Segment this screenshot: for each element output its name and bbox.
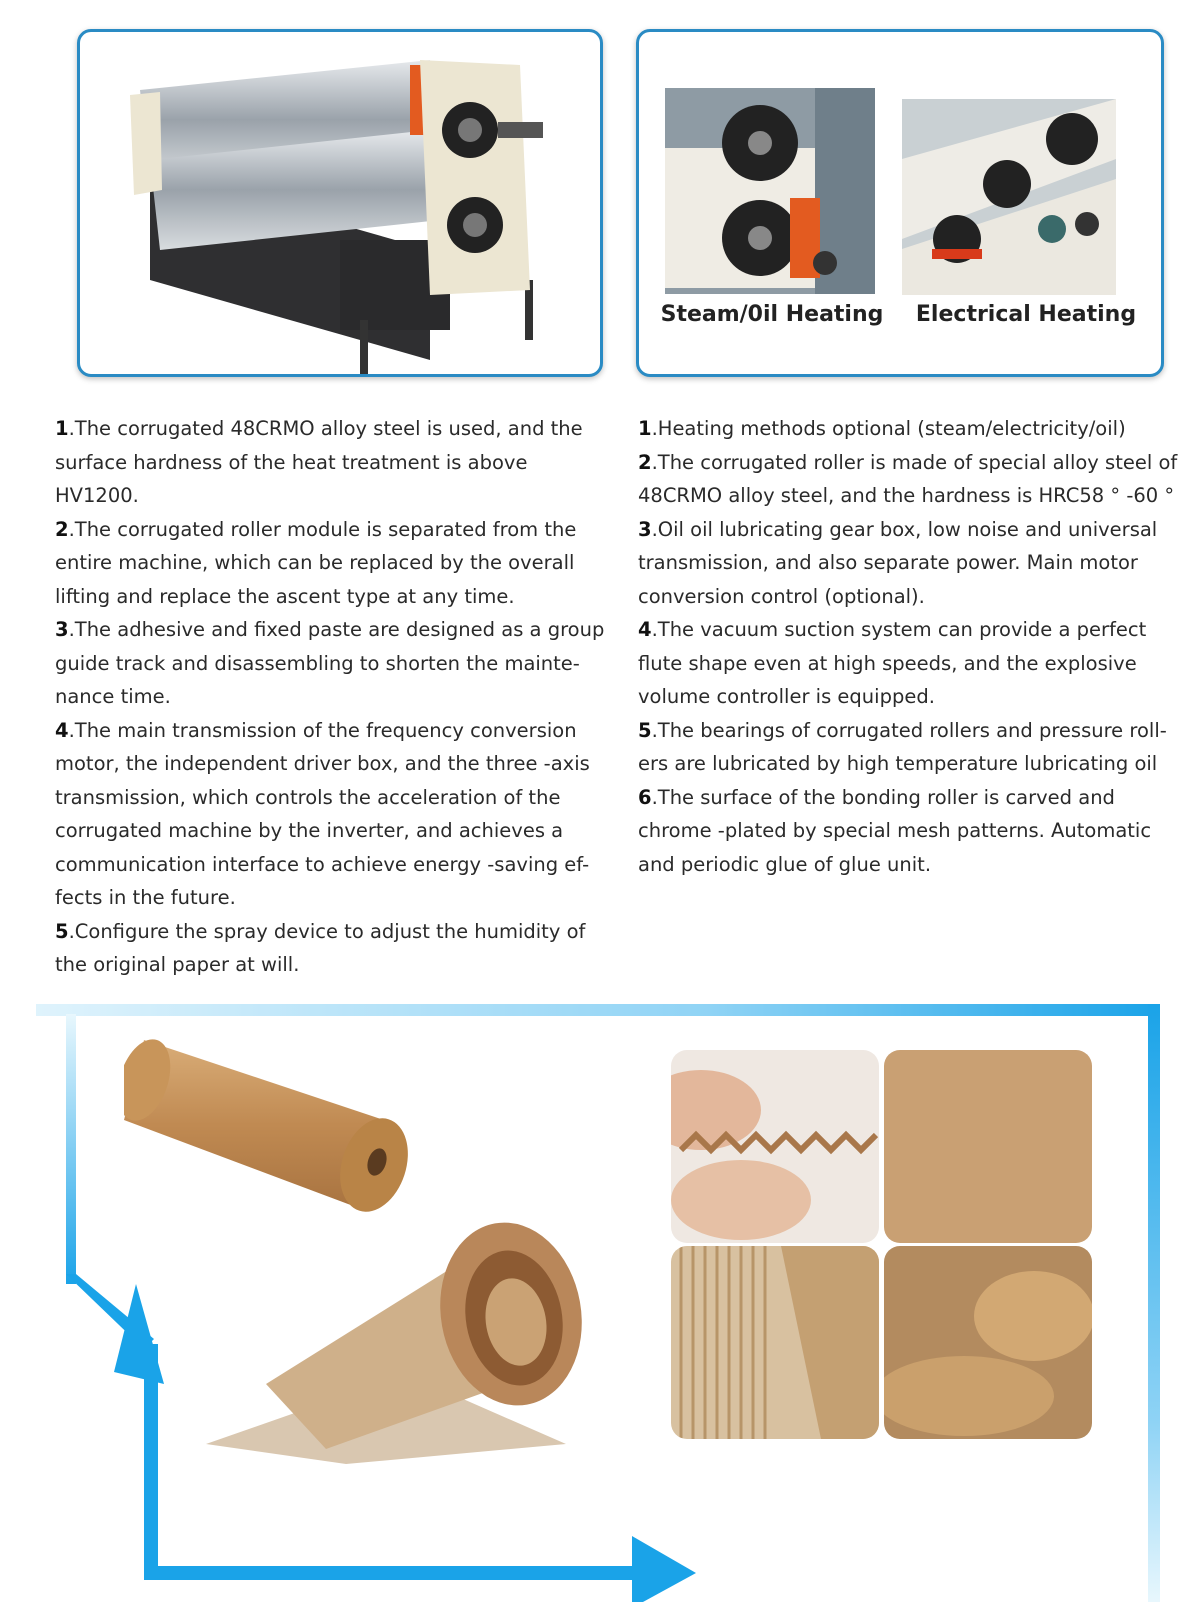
right-feature-item: 4.The vacuum suction system can provide a perfect flute shape even at high speeds, and the explosive volume controller is equipped.	[638, 618, 1147, 708]
right-feature-item: 2.The corrugated roller is made of special alloy steel of 48CRMO alloy steel, and the hardness is HRC58 ° -60 °	[638, 450, 1178, 507]
machine-photo-panel	[77, 29, 603, 377]
right-feature-item: 5.The bearings of corrugated rollers and pressure roll-ers are lubricated by high temperature lubricating oil	[638, 718, 1167, 775]
corrugated-edge-sample-image	[671, 1050, 879, 1243]
electrical-heating-caption: Electrical Heating	[915, 302, 1137, 327]
electrical-heating-photo	[902, 99, 1116, 295]
left-feature-item: 3.The adhesive and fixed paste are designed as a group guide track and disassembling to shorten the mainte-nance time.	[55, 618, 605, 708]
corrugated-roller-machine-image	[130, 50, 550, 377]
right-feature-list	[638, 412, 1183, 881]
left-feature-item: 2.The corrugated roller module is separated from the entire machine, which can be replaced by the overall lifting and replace the ascent type at any time.	[55, 517, 577, 608]
corrugated-paper-showcase	[36, 1004, 1160, 1602]
left-feature-list	[55, 412, 605, 982]
steam-oil-heating-photo	[665, 88, 875, 294]
curled-corrugated-sample-image	[884, 1246, 1092, 1439]
steam-oil-heating-caption: Steam/0il Heating	[660, 302, 884, 327]
left-feature-item: 5.Configure the spray device to adjust the humidity of the original paper at will.	[55, 919, 586, 976]
right-feature-item: 6.The surface of the bonding roller is carved and chrome -plated by special mesh patterns. Automatic and periodic glue of glue unit.	[638, 785, 1152, 876]
right-feature-item: 3.Oil oil lubricating gear box, low noise and universal transmission, and also separate power. Main motor conversion control (optional).	[638, 517, 1158, 608]
kraft-paper-roll-image	[124, 1010, 424, 1220]
left-feature-item: 1.The corrugated 48CRMO alloy steel is used, and the surface hardness of the heat treatment is above HV1200.	[55, 417, 583, 507]
kraft-surface-sample-image	[884, 1050, 1092, 1243]
left-feature-item: 4.The main transmission of the frequency conversion motor, the independent driver box, and the three -axis transmission, which controls the acceleration of the corrugated machine by the inverter, and achieves a communication interface to achieve energy -saving ef-fects in the future.	[55, 718, 590, 909]
right-feature-item: 1.Heating methods optional (steam/electricity/oil)	[638, 417, 1126, 440]
corrugated-roll-image	[206, 1214, 626, 1464]
heating-methods-panel	[636, 29, 1164, 377]
fluted-paper-sample-image	[671, 1246, 879, 1439]
